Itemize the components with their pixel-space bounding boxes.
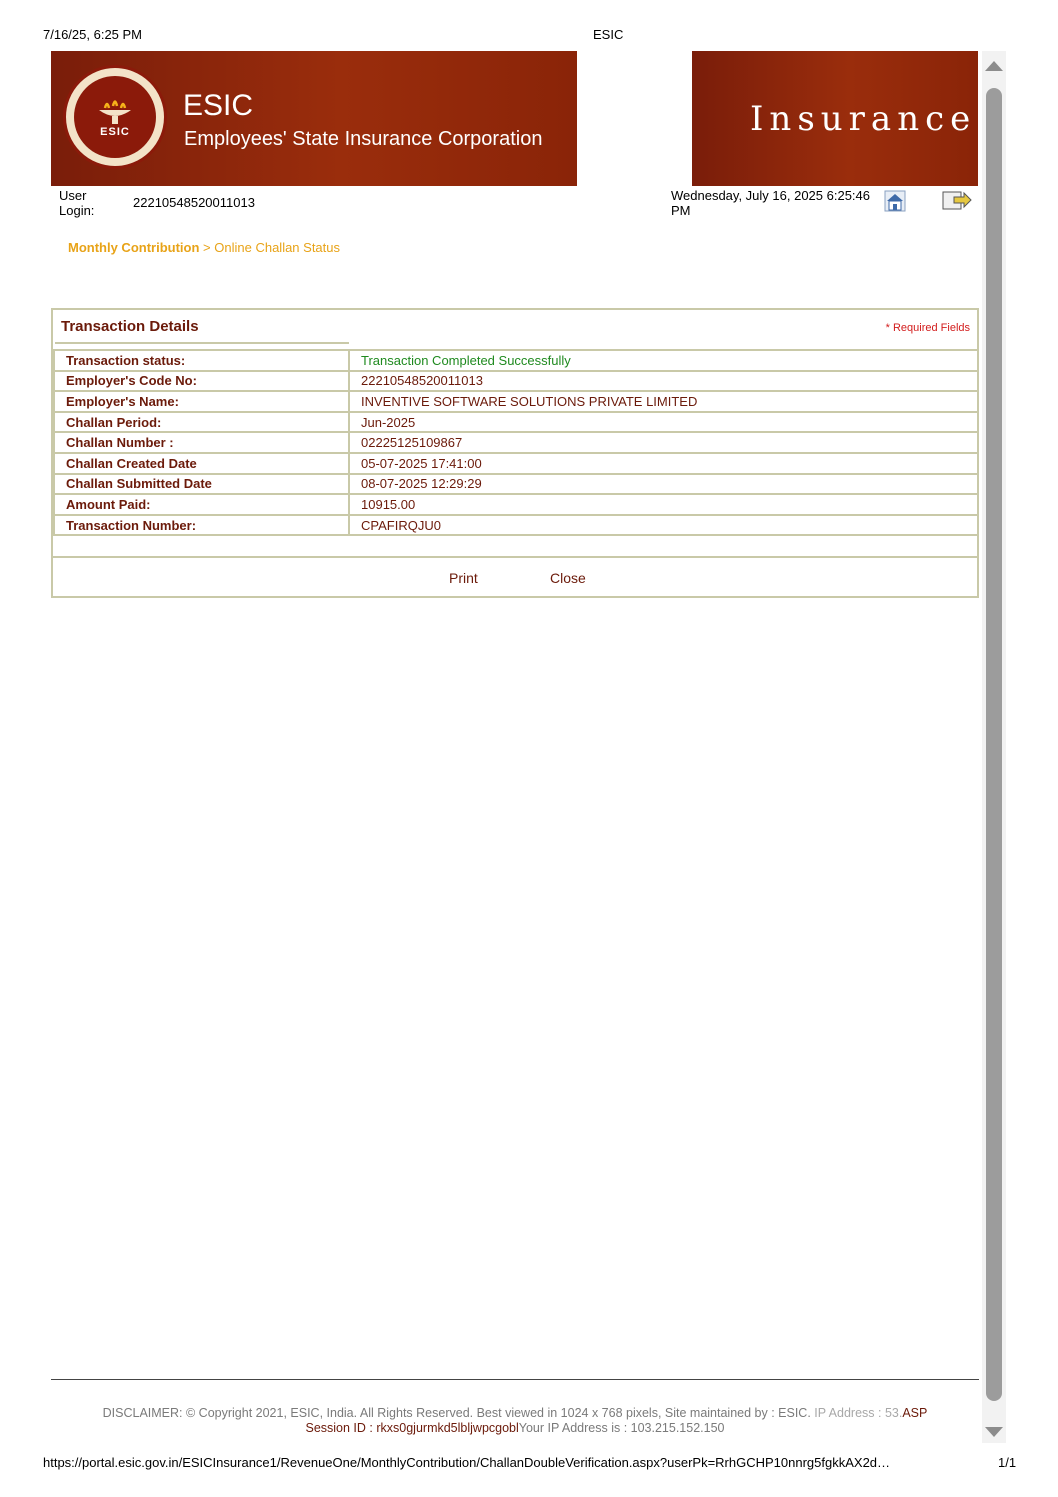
- transaction-details-panel: [51, 308, 979, 598]
- panel-title: Transaction Details: [61, 318, 199, 335]
- lamp-icon: [95, 96, 135, 126]
- details-table: [53, 349, 979, 536]
- user-login-value: 22210548520011013: [133, 195, 255, 210]
- footer-rule: [51, 1379, 979, 1380]
- session-label: Session ID :: [305, 1421, 377, 1435]
- footer: [51, 1406, 979, 1436]
- row-label: Challan Period:: [54, 412, 349, 433]
- row-value: 08-07-2025 12:29:29: [349, 474, 978, 495]
- print-datetime: 7/16/25, 6:25 PM: [43, 27, 143, 42]
- vertical-scrollbar[interactable]: [982, 51, 1006, 1443]
- scroll-down-icon[interactable]: [985, 1427, 1003, 1437]
- row-label: Transaction status:: [54, 350, 349, 371]
- logo-text: ESIC: [100, 126, 130, 138]
- your-ip: Your IP Address is : 103.215.152.150: [518, 1421, 725, 1435]
- row-label: Challan Number :: [54, 432, 349, 453]
- required-fields-note: * Required Fields: [885, 322, 970, 334]
- table-row: [54, 350, 978, 371]
- row-value: 02225125109867: [349, 432, 978, 453]
- row-label: Amount Paid:: [54, 494, 349, 515]
- scroll-up-icon[interactable]: [985, 61, 1003, 71]
- divider: [53, 556, 979, 558]
- breadcrumb-separator: >: [203, 240, 211, 255]
- breadcrumb: [68, 240, 340, 255]
- session-id: rkxs0gjurmkd5lbljwpcgobl: [376, 1421, 519, 1435]
- ip-prefix: IP Address : 53.: [814, 1406, 903, 1420]
- row-label: Challan Created Date: [54, 453, 349, 474]
- print-page-number: 1/1: [998, 1455, 1017, 1470]
- row-label: Transaction Number:: [54, 515, 349, 536]
- row-value: 22210548520011013: [349, 371, 978, 392]
- insurance-banner: [692, 51, 978, 186]
- table-row: [54, 432, 978, 453]
- title-underline: [55, 342, 349, 344]
- row-value: Transaction Completed Successfully: [349, 350, 978, 371]
- esic-banner: [51, 51, 577, 186]
- print-button[interactable]: Print: [449, 570, 478, 586]
- breadcrumb-parent[interactable]: Monthly Contribution: [68, 240, 200, 255]
- banner-subtitle: Employees' State Insurance Corporation: [184, 128, 543, 150]
- home-icon[interactable]: [884, 190, 906, 212]
- table-row: [54, 412, 978, 433]
- close-button[interactable]: Close: [550, 570, 586, 586]
- table-row: [54, 474, 978, 495]
- banner-title: ESIC: [183, 89, 254, 122]
- print-page-title: ESIC: [593, 27, 624, 42]
- row-value: CPAFIRQJU0: [349, 515, 978, 536]
- row-value: Jun-2025: [349, 412, 978, 433]
- row-value: 10915.00: [349, 494, 978, 515]
- asp-text: ASP: [902, 1406, 928, 1420]
- esic-logo: [63, 65, 167, 169]
- row-value: INVENTIVE SOFTWARE SOLUTIONS PRIVATE LIMITED: [349, 391, 978, 412]
- scroll-thumb[interactable]: [986, 88, 1002, 1401]
- user-login-label: User Login:: [59, 188, 95, 218]
- table-row: [54, 371, 978, 392]
- row-value: 05-07-2025 17:41:00: [349, 453, 978, 474]
- table-row: [54, 391, 978, 412]
- current-datetime: Wednesday, July 16, 2025 6:25:46 PM: [671, 188, 870, 218]
- row-label: Employer's Name:: [54, 391, 349, 412]
- print-url: https://portal.esic.gov.in/ESICInsurance1/RevenueOne/MonthlyContribution/ChallanDoubleVerification.aspx?userPk=RrhGCHP10nnrg5fgkkAX2d…: [43, 1455, 891, 1470]
- disclaimer: DISCLAIMER: © Copyright 2021, ESIC, India. All Rights Reserved. Best viewed in 1024 x 768 pixels, Site maintained by : ESIC.: [102, 1406, 811, 1420]
- table-row: [54, 453, 978, 474]
- table-row: [54, 494, 978, 515]
- table-row: [54, 515, 978, 536]
- row-label: Challan Submitted Date: [54, 474, 349, 495]
- row-label: Employer's Code No:: [54, 371, 349, 392]
- logout-icon[interactable]: [942, 189, 972, 212]
- insurance-text: Insurance: [750, 99, 977, 139]
- breadcrumb-current: Online Challan Status: [214, 240, 341, 255]
